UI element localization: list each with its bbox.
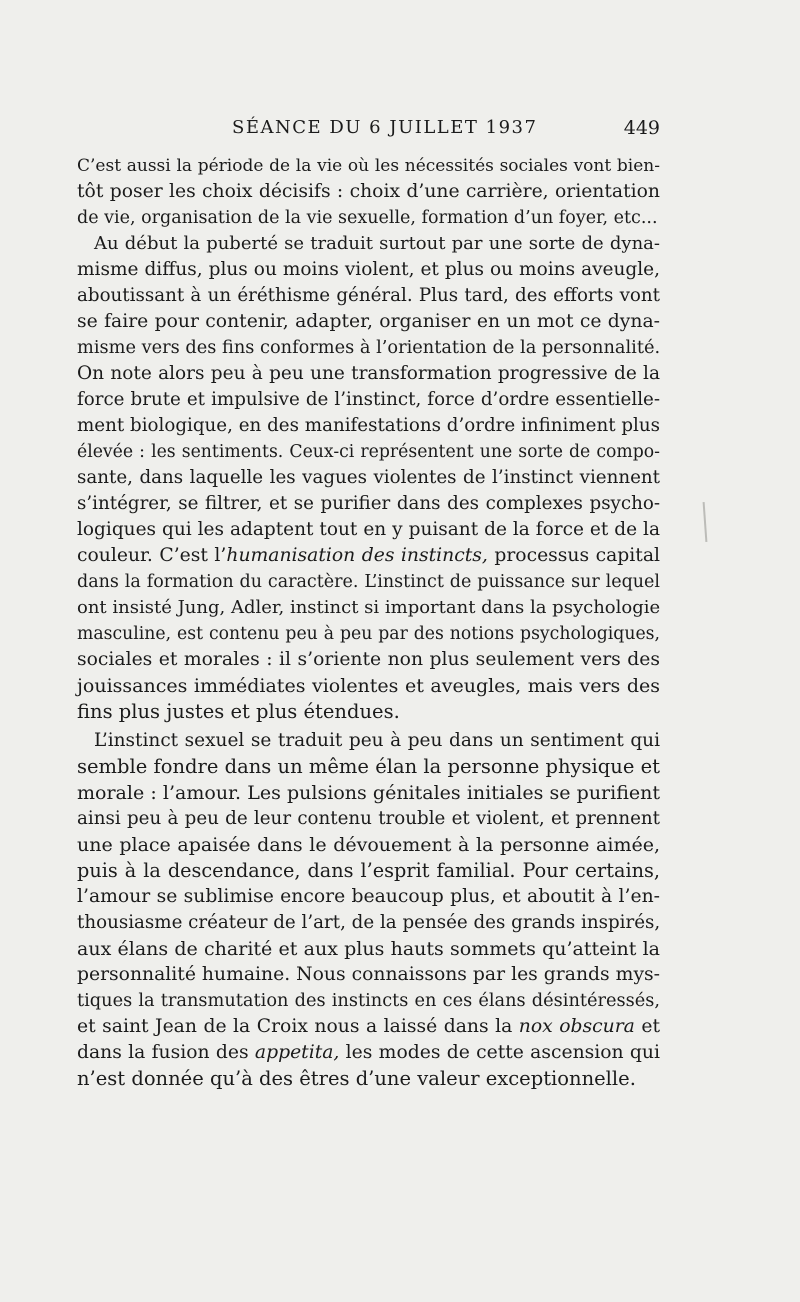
text-fragment: les modes de cette ascension qui <box>339 1042 660 1063</box>
italic-phrase: humanisation des instincts, <box>226 545 488 566</box>
italic-phrase: appetita, <box>254 1042 340 1063</box>
text-line: élevée : les sentiments. Ceux-ci représentent une sorte de compo- <box>77 442 660 462</box>
text-line: sociales et morales : il s’oriente non plus seulement vers des <box>77 649 660 670</box>
text-line: ont insisté Jung, Adler, instinct si important dans la psychologie <box>77 597 661 618</box>
text-line: l’amour se sublimise encore beaucoup plus, et aboutit à l’en- <box>77 886 660 907</box>
running-title: SÉANCE DU 6 JUILLET 1937 <box>232 117 538 138</box>
running-header <box>232 117 660 147</box>
text-line: logiques qui les adaptent tout en y puisant de la force et de la <box>77 519 660 540</box>
text-line: tôt poser les choix décisifs : choix d’une carrière, orientation <box>77 181 660 202</box>
text-line: misme diffus, plus ou moins violent, et plus ou moins aveugle, <box>77 259 660 280</box>
text-line: de vie, organisation de la vie sexuelle, formation d’un foyer, etc... <box>77 208 658 228</box>
text-line: puis à la descendance, dans l’esprit familial. Pour certains, <box>77 859 660 882</box>
text-line: thousiasme créateur de l’art, de la pensée des grands inspirés, <box>77 912 661 933</box>
text-line: une place apaisée dans le dévouement à la personne aimée, <box>77 834 660 856</box>
text-line: force brute et impulsive de l’instinct, force d’ordre essentielle- <box>77 389 660 410</box>
text-line-with-italic <box>77 1014 660 1040</box>
paragraph-3 <box>77 728 660 1092</box>
text-line: personnalité humaine. Nous connaissons par les grands mys- <box>77 964 660 985</box>
text-line: fins plus justes et plus étendues. <box>77 700 400 723</box>
text-line: masculine, est contenu peu à peu par des notions psychologiques, <box>77 624 660 644</box>
italic-phrase: nox obscura <box>518 1016 635 1037</box>
text-line: aux élans de charité et aux plus hauts sommets qu’atteint la <box>77 938 660 960</box>
text-line: On note alors peu à peu une transformation progressive de la <box>77 363 660 384</box>
paragraph-2 <box>77 231 660 725</box>
text-fragment: processus capital <box>487 545 660 566</box>
paragraph-1 <box>77 153 660 231</box>
text-line: se faire pour contenir, adapter, organiser en un mot ce dyna- <box>77 311 660 332</box>
page-number: 449 <box>623 117 660 139</box>
text-line: s’intégrer, se filtrer, et se purifier dans des complexes psycho- <box>77 493 660 514</box>
text-line: L’instinct sexuel se traduit peu à peu dans un sentiment qui <box>94 730 660 751</box>
text-line: Au début la puberté se traduit surtout par une sorte de dyna- <box>94 233 660 254</box>
text-fragment: et saint Jean de la Croix nous a laissé dans la <box>77 1016 519 1037</box>
text-line: jouissances immédiates violentes et aveugles, mais vers des <box>77 675 660 697</box>
text-fragment: et <box>634 1016 661 1037</box>
text-line: sante, dans laquelle les vagues violentes de l’instinct viennent <box>77 467 660 488</box>
text-line: aboutissant à un éréthisme général. Plus tard, des efforts vont <box>77 285 660 306</box>
text-line-with-italic <box>77 1040 660 1066</box>
text-line: semble fondre dans un même élan la personne physique et <box>77 755 660 778</box>
body-text <box>77 153 660 1092</box>
text-fragment: couleur. C’est l’ <box>77 545 227 566</box>
text-line: ainsi peu à peu de leur contenu trouble et violent, et prennent <box>77 808 660 829</box>
text-line: misme vers des fins conformes à l’orientation de la personnalité. <box>77 338 661 358</box>
text-line: C’est aussi la période de la vie où les nécessités sociales vont bien- <box>77 156 660 176</box>
text-line: dans la formation du caractère. L’instinct de puissance sur lequel <box>77 572 660 592</box>
text-line: tiques la transmutation des instincts en ces élans désintéressés, <box>77 991 660 1011</box>
text-line: ment biologique, en des manifestations d’ordre infiniment plus <box>77 415 660 436</box>
text-line: morale : l’amour. Les pulsions génitales initiales se purifient <box>77 782 660 804</box>
text-line-with-italic <box>77 543 660 569</box>
text-fragment: dans la fusion des <box>77 1042 255 1063</box>
text-line: n’est donnée qu’à des êtres d’une valeur exceptionnelle. <box>77 1067 636 1090</box>
page-edge-mark <box>703 502 708 542</box>
